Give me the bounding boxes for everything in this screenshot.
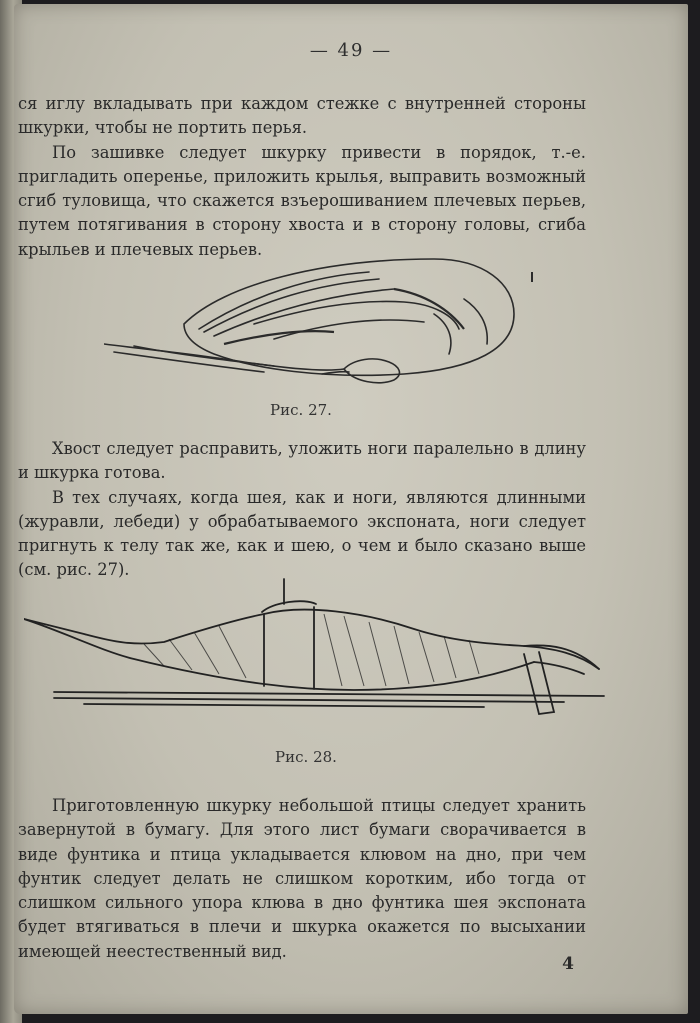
paragraph: Хвост следует расправить, уложить ноги паралельно в длину и шкурка готова.	[18, 439, 586, 483]
paragraph: ся иглу вкладывать при каждом стежке с внутренней стороны шкурки, чтобы не портить перья.	[18, 94, 586, 138]
page-number: — 49 —	[309, 40, 393, 61]
paragraph: Приготовленную шкурку небольшой птицы следует хранить завернутой в бумагу. Для этого лист бумаги сворачивается в виде фунтика и птица укладывается клювом на дно, при чем фунтик следует делать не слишком коротким, ибо тогда от слишком сильного упора клюва в дно фунтика шея экспоната будет втягиваться в плечи и шкурка окажется по высыхании имеющей неестественный вид.	[18, 796, 586, 961]
figure-27-bird-skin-drawing	[104, 254, 544, 394]
paragraph: В тех случаях, когда шея, как и ноги, являются длинными (журавли, лебеди) у обрабатываемого экспоната, ноги следует пригнуть к телу так же, как и шею, о чем и было сказано выше (см. рис. 27).	[18, 487, 586, 580]
figure-27-caption: Рис. 27.	[270, 401, 332, 419]
text-block-top	[18, 92, 586, 262]
paragraph: По зашивке следует шкурку привести в порядок, т.-е. пригладить оперенье, приложить крылья, выправить возможный сгиб туловища, что скажется взъерошиванием плечевых перьев, путем потягивания в сторону хвоста и в сторону головы, сгиба крыльев и плечевых перьев.	[18, 142, 586, 259]
signature-mark: 4	[562, 954, 574, 974]
figure-28-caption: Рис. 28.	[275, 748, 337, 766]
book-page	[14, 4, 688, 1014]
text-block-middle	[18, 437, 586, 583]
figure-28-long-neck-bird-drawing	[24, 574, 614, 734]
text-block-bottom	[18, 794, 586, 964]
